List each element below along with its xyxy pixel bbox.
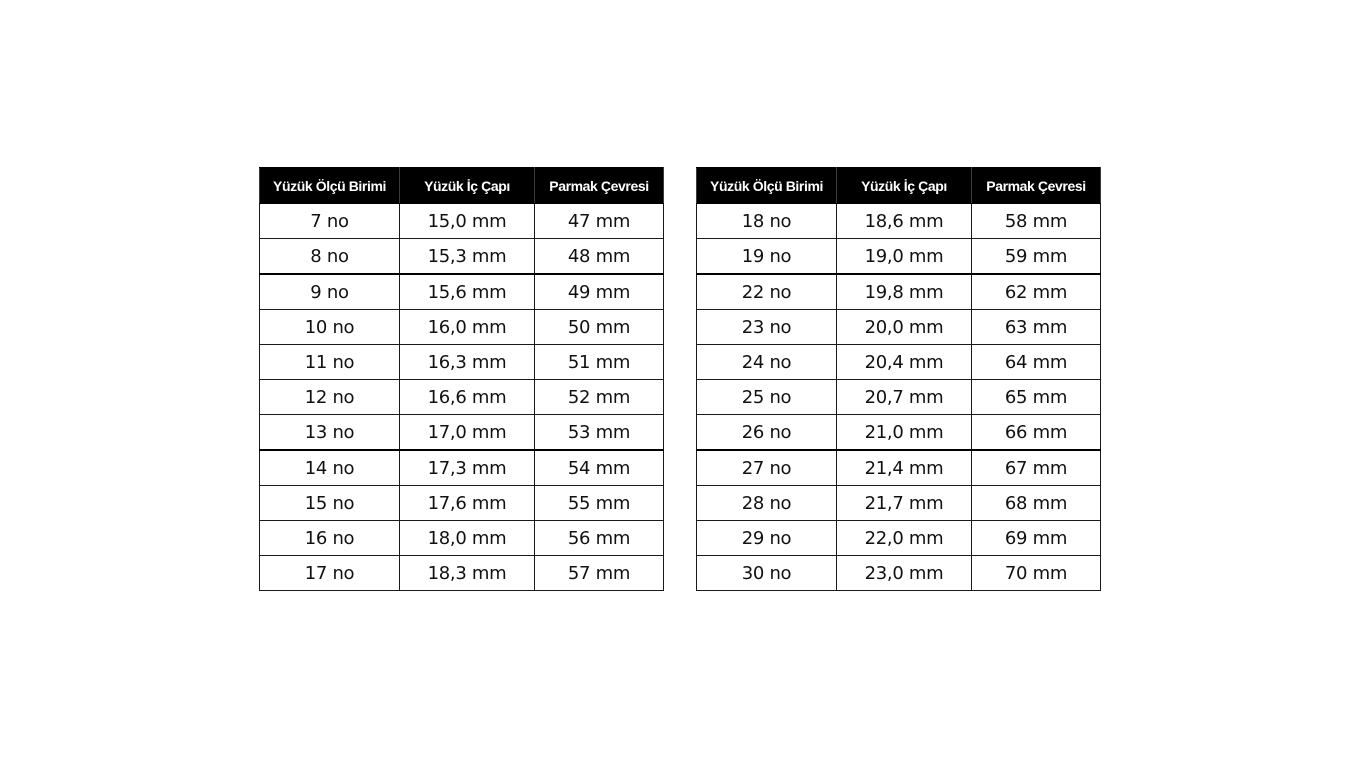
ring-size-cell: 22 no <box>697 274 837 310</box>
inner-diameter-cell: 18,0 mm <box>400 521 535 556</box>
finger-circumference-cell: 69 mm <box>972 521 1101 556</box>
finger-circumference-cell: 65 mm <box>972 380 1101 415</box>
table-row <box>697 345 1101 380</box>
finger-circumference-cell: 59 mm <box>972 239 1101 275</box>
inner-diameter-cell: 17,6 mm <box>400 486 535 521</box>
table-row <box>260 239 664 275</box>
inner-diameter-cell: 21,4 mm <box>837 450 972 486</box>
finger-circumference-cell: 47 mm <box>535 204 664 239</box>
table-row <box>697 556 1101 591</box>
inner-diameter-cell: 20,7 mm <box>837 380 972 415</box>
ring-size-cell: 17 no <box>260 556 400 591</box>
finger-circumference-cell: 52 mm <box>535 380 664 415</box>
ring-size-cell: 30 no <box>697 556 837 591</box>
ring-size-cell: 12 no <box>260 380 400 415</box>
ring-size-cell: 19 no <box>697 239 837 275</box>
ring-size-cell: 16 no <box>260 521 400 556</box>
inner-diameter-cell: 16,0 mm <box>400 310 535 345</box>
table-row <box>260 310 664 345</box>
finger-circumference-cell: 58 mm <box>972 204 1101 239</box>
table-row <box>260 274 664 310</box>
table-row <box>697 415 1101 451</box>
ring-size-cell: 14 no <box>260 450 400 486</box>
inner-diameter-cell: 17,0 mm <box>400 415 535 451</box>
inner-diameter-cell: 21,0 mm <box>837 415 972 451</box>
column-header-inner-diameter: Yüzük İç Çapı <box>837 168 972 204</box>
inner-diameter-cell: 15,6 mm <box>400 274 535 310</box>
column-header-finger-circumference: Parmak Çevresi <box>972 168 1101 204</box>
table-row <box>697 310 1101 345</box>
finger-circumference-cell: 67 mm <box>972 450 1101 486</box>
finger-circumference-cell: 48 mm <box>535 239 664 275</box>
finger-circumference-cell: 55 mm <box>535 486 664 521</box>
inner-diameter-cell: 15,3 mm <box>400 239 535 275</box>
inner-diameter-cell: 21,7 mm <box>837 486 972 521</box>
column-header-ring-size: Yüzük Ölçü Birimi <box>697 168 837 204</box>
finger-circumference-cell: 54 mm <box>535 450 664 486</box>
ring-size-cell: 7 no <box>260 204 400 239</box>
column-header-ring-size: Yüzük Ölçü Birimi <box>260 168 400 204</box>
ring-size-cell: 23 no <box>697 310 837 345</box>
finger-circumference-cell: 62 mm <box>972 274 1101 310</box>
inner-diameter-cell: 16,3 mm <box>400 345 535 380</box>
inner-diameter-cell: 16,6 mm <box>400 380 535 415</box>
table-row <box>260 415 664 451</box>
finger-circumference-cell: 68 mm <box>972 486 1101 521</box>
finger-circumference-cell: 70 mm <box>972 556 1101 591</box>
inner-diameter-cell: 23,0 mm <box>837 556 972 591</box>
inner-diameter-cell: 18,6 mm <box>837 204 972 239</box>
ring-size-cell: 28 no <box>697 486 837 521</box>
ring-size-table-right <box>696 167 1101 591</box>
finger-circumference-cell: 63 mm <box>972 310 1101 345</box>
table-row <box>697 486 1101 521</box>
ring-size-cell: 26 no <box>697 415 837 451</box>
inner-diameter-cell: 17,3 mm <box>400 450 535 486</box>
table-row <box>260 521 664 556</box>
inner-diameter-cell: 18,3 mm <box>400 556 535 591</box>
inner-diameter-cell: 22,0 mm <box>837 521 972 556</box>
finger-circumference-cell: 51 mm <box>535 345 664 380</box>
finger-circumference-cell: 57 mm <box>535 556 664 591</box>
table-header-row <box>697 168 1101 204</box>
column-header-finger-circumference: Parmak Çevresi <box>535 168 664 204</box>
ring-size-cell: 9 no <box>260 274 400 310</box>
ring-size-cell: 8 no <box>260 239 400 275</box>
table-row <box>260 486 664 521</box>
table-header-row <box>260 168 664 204</box>
inner-diameter-cell: 20,0 mm <box>837 310 972 345</box>
finger-circumference-cell: 49 mm <box>535 274 664 310</box>
table-row <box>260 380 664 415</box>
table-row <box>697 521 1101 556</box>
table-row <box>260 450 664 486</box>
table-row <box>697 380 1101 415</box>
ring-size-cell: 15 no <box>260 486 400 521</box>
ring-size-cell: 27 no <box>697 450 837 486</box>
finger-circumference-cell: 56 mm <box>535 521 664 556</box>
table-row <box>697 450 1101 486</box>
finger-circumference-cell: 66 mm <box>972 415 1101 451</box>
table-row <box>260 345 664 380</box>
ring-size-cell: 11 no <box>260 345 400 380</box>
ring-size-cell: 13 no <box>260 415 400 451</box>
inner-diameter-cell: 20,4 mm <box>837 345 972 380</box>
ring-size-cell: 10 no <box>260 310 400 345</box>
ring-size-table-left <box>259 167 664 591</box>
table-row <box>260 556 664 591</box>
column-header-inner-diameter: Yüzük İç Çapı <box>400 168 535 204</box>
inner-diameter-cell: 19,0 mm <box>837 239 972 275</box>
inner-diameter-cell: 15,0 mm <box>400 204 535 239</box>
finger-circumference-cell: 64 mm <box>972 345 1101 380</box>
table-row <box>697 239 1101 275</box>
table-row <box>697 204 1101 239</box>
ring-size-cell: 24 no <box>697 345 837 380</box>
finger-circumference-cell: 53 mm <box>535 415 664 451</box>
finger-circumference-cell: 50 mm <box>535 310 664 345</box>
ring-size-cell: 18 no <box>697 204 837 239</box>
ring-size-cell: 29 no <box>697 521 837 556</box>
table-row <box>260 204 664 239</box>
table-row <box>697 274 1101 310</box>
ring-size-cell: 25 no <box>697 380 837 415</box>
inner-diameter-cell: 19,8 mm <box>837 274 972 310</box>
